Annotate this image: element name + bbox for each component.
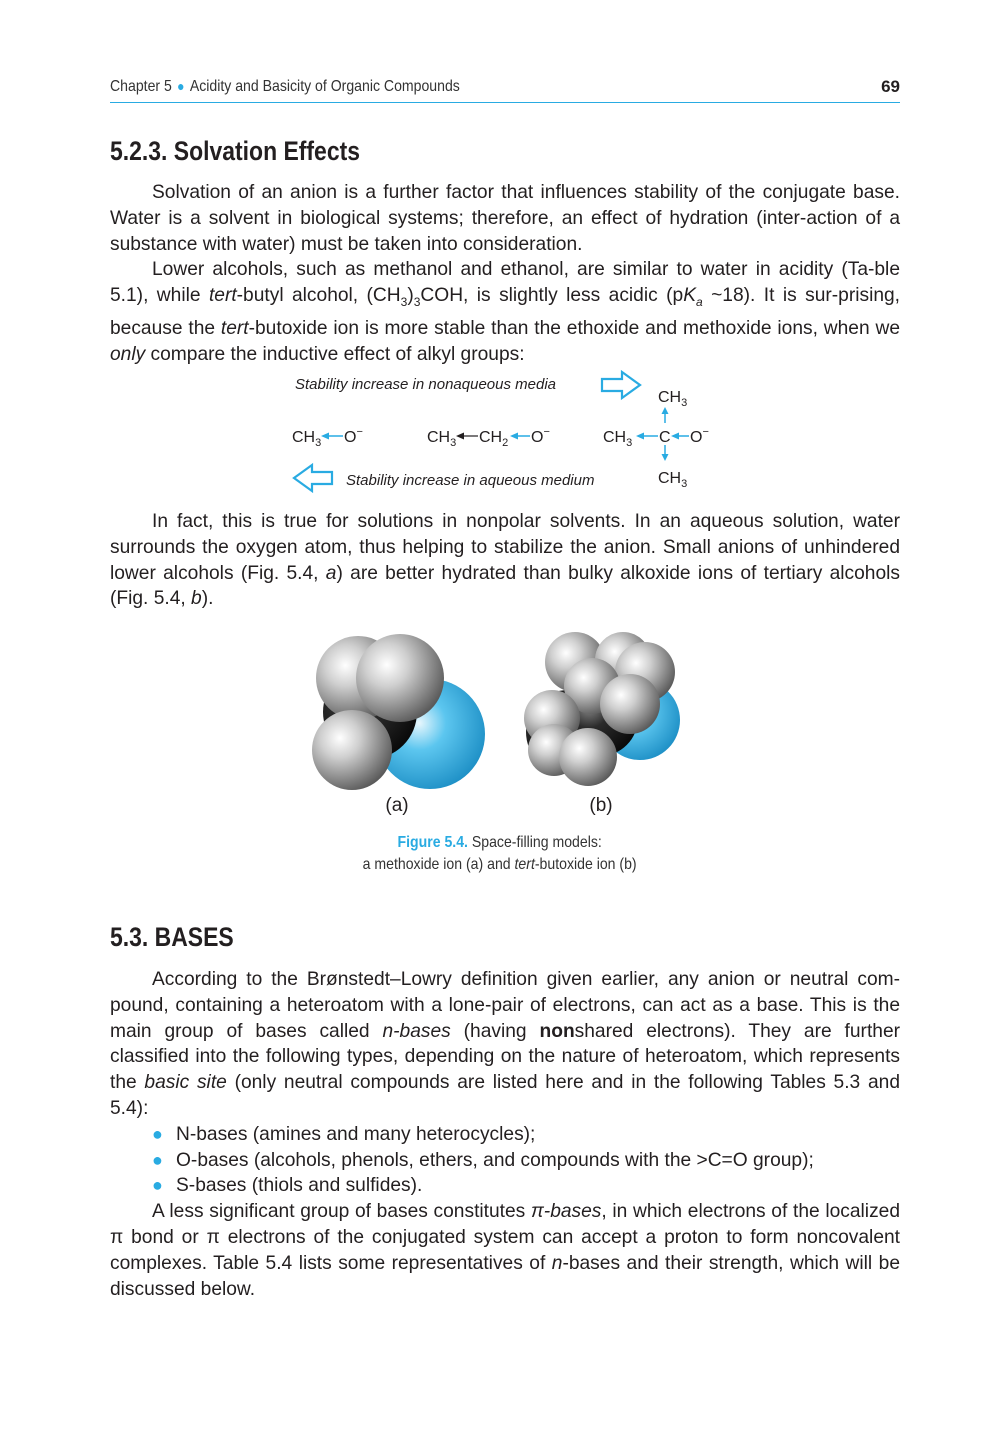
base-types-list [110,1122,900,1199]
figure-caption-line1: Space-filling models: [468,834,603,851]
svg-text:O−: O− [531,426,550,446]
section-53-text [110,967,900,1302]
section-523-text-bottom [110,509,900,612]
paragraph-nonpolar: In fact, this is true for solutions in nonpolar solvents. In an aqueous solution, water surrounds the oxygen atom, thus helping to stabilize the anion. Small anions of unhindered lower alcohols (Fig. 5.4, a) are better hydrated than bulky alkoxide ions of tertiary alcohols (Fig. 5.4, b). [110,511,900,610]
hydrogen-atom [559,728,617,786]
paragraph-pi-bases: A less significant group of bases constitutes π-bases, in which electrons of the localized π bond or π electrons of the conjugated system can accept a proton to form noncovalent complexes. Table 5.4 lists some representatives of n-bases and their strength, which will be discussed below. [110,1201,901,1300]
section-heading-53: 5.3. BASES [110,922,234,952]
hydrogen-atom [356,634,444,722]
figure-5-4 [300,622,700,822]
inductive-arrow-icon [321,433,329,440]
arrow-left-icon [294,465,332,491]
inductive-arrow-icon [671,433,679,440]
svg-text:O−: O− [690,426,709,446]
paragraph-lower-alcohols: Lower alcohols, such as methanol and ethanol, are similar to water in acidity (Ta-ble 5.1), while tert-butyl alcohol, $(CH_3)_3COH$, is slightly less acidic ($pK_a$ ~18). It is sur-prising, because the tert-butoxide ion is more stable than the ethoxide and methoxide ions, when we only compare the inductive effect of alkyl groups: [110,259,901,365]
figure-label-b: (b) [589,795,613,816]
figure-label-a: (a) [385,795,409,816]
arrow-right-icon [602,372,640,398]
inductive-arrow-icon [662,407,669,414]
page-number: 69 [881,77,900,96]
svg-text:CH3: $CH_3$ [658,389,688,409]
tert-butoxide-formula [603,389,709,490]
svg-text:CH3: $CH_3$ [427,429,457,449]
methoxide-formula [292,426,363,449]
chapter-title: Acidity and Basicity of Organic Compounds [189,78,460,95]
list-item: ● S-bases (thiols and sulfides). [110,1173,900,1199]
svg-text:CH3: $CH_3$ [292,429,322,449]
inductive-arrow-icon [636,433,644,440]
figure-caption-label: Figure 5.4. [397,834,469,851]
list-item: ● O-bases (alcohols, phenols, ethers, and compounds with the >C=O group); [110,1148,900,1174]
inductive-arrow-icon [456,433,464,440]
bullet-icon: ● [152,1123,163,1144]
svg-text:O−: O− [344,426,363,446]
tert-butoxide-model [524,632,680,786]
running-header [110,76,900,103]
bullet-separator-icon: ● [177,78,185,94]
bullet-icon: ● [152,1149,163,1170]
ethoxide-formula [427,426,550,449]
svg-text:C: C [659,429,671,446]
paragraph-bronsted: According to the Brønstedt–Lowry definition given earlier, any anion or neutral com-pound, containing a heteroatom with a lone-pair of electrons, can act as a base. This is the main group of bases called n-bases (having nonshared electrons). They are further classified into the following types, depending on the nature of heteroatom, which represents the basic site (only neutral compounds are listed here and in the following Tables 5.3 and 5.4): [110,969,901,1119]
aqueous-label: Stability increase in aqueous medium [346,472,595,489]
list-item: ● N-bases (amines and many heterocycles); [110,1122,900,1148]
svg-text:CH3: $CH_3$ [603,429,633,449]
inductive-arrow-icon [662,454,669,461]
nonaqueous-label: Stability increase in nonaqueous media [295,376,556,393]
hydrogen-atom [600,674,660,734]
methoxide-model [312,634,485,790]
svg-text:CH3: $CH_3$ [658,470,688,490]
running-header-title [110,78,460,96]
section-523-text-top [110,180,900,367]
stability-scheme [280,365,730,495]
inductive-arrow-icon [510,433,518,440]
section-heading-523: 5.2.3. Solvation Effects [110,136,360,166]
hydrogen-atom [312,710,392,790]
bullet-icon: ● [152,1175,163,1196]
chapter-label: Chapter 5 [110,78,172,95]
svg-text:CH2: $CH_2$ [479,429,509,449]
paragraph-solvation: Solvation of an anion is a further factor that influences stability of the conjugate base. Water is a solvent in biological systems; therefore, an effect of hydration (inter-action of a substance with water) must be taken into consideration. [110,182,900,255]
figure-caption: Figure 5.4. Space-filling models: a methoxide ion (a) and tert-butoxide ion (b) [363,834,637,873]
